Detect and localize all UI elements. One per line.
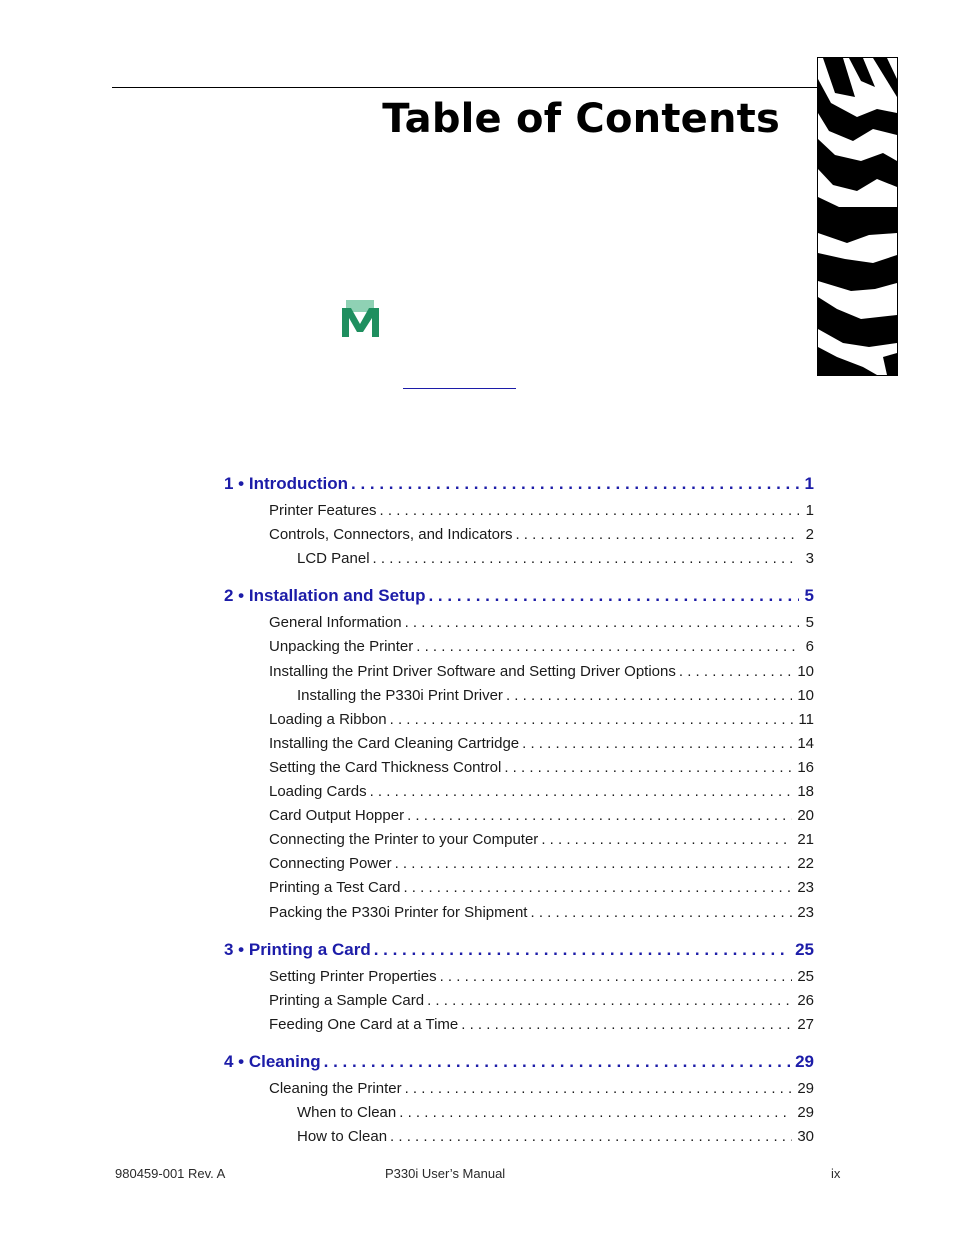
toc-entry-title: Connecting the Printer to your Computer (269, 831, 539, 849)
toc-entry-title: Loading Cards (269, 783, 367, 800)
toc-entry-page: 16 (797, 758, 814, 776)
toc-entry-title: Loading a Ribbon (269, 710, 387, 728)
toc-entry-page: 10 (797, 662, 814, 680)
toc-entry-title: Cleaning the Printer (269, 1079, 402, 1097)
toc-entry-title: Setting the Card Thickness Control (269, 758, 502, 776)
toc-section-entry[interactable] (269, 855, 814, 875)
toc-section-entry[interactable] (269, 783, 814, 803)
toc-section-entry[interactable] (269, 807, 814, 827)
toc-subsection-entry[interactable] (297, 550, 814, 570)
toc-entry-page: 29 (797, 1104, 814, 1121)
toc-entry-page: 25 (797, 967, 814, 985)
footer-manual-title: P330i User’s Manual (385, 1166, 506, 1181)
toc-chapter-entry[interactable] (224, 474, 814, 494)
toc-entry-page: 3 (805, 550, 814, 568)
toc-section-entry[interactable] (269, 1016, 814, 1036)
toc-entry-title: 4 • Cleaning (224, 1051, 321, 1071)
toc-entry-page: 29 (795, 1051, 814, 1071)
footer-page-number: ix (831, 1166, 841, 1181)
toc-leader-dots (374, 940, 790, 960)
toc-leader-dots (416, 638, 799, 655)
toc-leader-dots (351, 474, 799, 494)
toc-section-entry[interactable] (269, 904, 814, 924)
toc-leader-dots (407, 807, 792, 824)
toc-leader-dots (405, 1080, 793, 1097)
toc-entry-title: 1 • Introduction (224, 474, 348, 493)
toc-entry-page: 5 (804, 586, 814, 606)
toc-entry-page: 26 (797, 991, 814, 1009)
toc-entry-title: Installing the Print Driver Software and Setting Driver Options (269, 662, 676, 680)
toc-entry-page: 10 (797, 686, 814, 704)
toc-entry-page: 14 (797, 734, 814, 752)
toc-section-entry[interactable] (269, 879, 814, 899)
toc-leader-dots (504, 759, 792, 776)
toc-entry-title: How to Clean (297, 1128, 388, 1146)
toc-entry-page: 18 (797, 783, 814, 800)
toc-entry-page: 11 (798, 710, 814, 728)
toc-leader-dots (427, 992, 792, 1009)
toc-chapter-entry[interactable] (224, 1052, 814, 1072)
toc-section-entry[interactable] (269, 831, 814, 851)
toc-entry-title: 2 • Installation and Setup (224, 586, 426, 606)
toc-section-entry[interactable] (269, 502, 814, 522)
toc-entry-page: 23 (797, 903, 814, 921)
toc-chapter-entry[interactable] (224, 940, 814, 960)
toc-leader-dots (461, 1016, 792, 1033)
toc-leader-dots (380, 502, 799, 519)
toc-entry-page: 20 (797, 807, 814, 825)
toc-entry-title: 3 • Printing a Card (224, 939, 371, 959)
toc-entry-title: Connecting Power (269, 855, 392, 873)
toc-entry-title: Printing a Sample Card (269, 991, 425, 1009)
toc-section-entry[interactable] (269, 735, 814, 755)
toc-subsection-entry[interactable] (297, 687, 814, 707)
toc-entry-title: Feeding One Card at a Time (269, 1015, 459, 1033)
toc-section-entry[interactable] (269, 614, 814, 634)
toc-entry-title: Installing the Card Cleaning Cartridge (269, 734, 520, 752)
toc-entry-title: Packing the P330i Printer for Shipment (269, 903, 528, 921)
toc-leader-dots (390, 711, 794, 728)
toc-entry-title: Card Output Hopper (269, 807, 405, 825)
toc-leader-dots (390, 1128, 792, 1145)
toc-leader-dots (506, 687, 792, 704)
toc-chapter-entry[interactable] (224, 586, 814, 606)
page-title: Table of Contents (382, 96, 780, 142)
toc-entry-title: Setting Printer Properties (269, 967, 437, 985)
toc-entry-page: 30 (797, 1128, 814, 1146)
toc-section-entry[interactable] (269, 1080, 814, 1100)
toc-subsection-entry[interactable] (297, 1104, 814, 1124)
toc-leader-dots (522, 735, 792, 752)
toc-entry-page: 27 (797, 1015, 814, 1033)
toc-section-entry[interactable] (269, 968, 814, 988)
toc-entry-page: 29 (797, 1079, 814, 1097)
toc-leader-dots (373, 550, 799, 567)
toc-entry-title: LCD Panel (297, 550, 370, 568)
toc-entry-title: General Information (269, 614, 402, 632)
toc-section-entry[interactable] (269, 711, 814, 731)
toc-section-entry[interactable] (269, 992, 814, 1012)
toc-entry-title: Printer Features (269, 502, 377, 519)
footer-doc-number: 980459-001 Rev. A (115, 1166, 226, 1181)
toc-leader-dots (399, 1104, 792, 1121)
toc-leader-dots (428, 586, 799, 606)
toc-leader-dots (395, 855, 793, 872)
toc-entry-title: Installing the P330i Print Driver (297, 686, 503, 704)
toc-leader-dots (370, 783, 793, 800)
toc-leader-dots (403, 879, 792, 896)
toc-leader-dots (440, 968, 793, 985)
toc-leader-dots (541, 831, 792, 848)
toc-leader-dots (515, 526, 799, 543)
toc-section-entry[interactable] (269, 759, 814, 779)
toc-entry-title: When to Clean (297, 1104, 397, 1121)
toc-leader-dots (679, 663, 792, 680)
toc-entry-page: 6 (805, 638, 814, 656)
toc-section-entry[interactable] (269, 663, 814, 683)
toc-entry-page: 23 (797, 879, 814, 897)
toc-section-entry[interactable] (269, 638, 814, 658)
toc-entry-page: 2 (805, 526, 814, 544)
toc-entry-page: 1 (804, 474, 814, 493)
toc-entry-title: Controls, Connectors, and Indicators (269, 526, 513, 544)
toc-leader-dots (530, 904, 792, 921)
toc-entry-page: 22 (797, 855, 814, 873)
toc-entry-page: 25 (795, 939, 814, 959)
toc-entry-title: Unpacking the Printer (269, 638, 414, 656)
toc-entry-page: 5 (805, 614, 814, 632)
toc-subsection-entry[interactable] (297, 1128, 814, 1148)
toc-entry-page: 21 (797, 831, 814, 849)
toc-entry-page: 1 (805, 502, 814, 519)
toc-leader-dots (324, 1052, 790, 1072)
toc-section-entry[interactable] (269, 526, 814, 546)
toc-entry-title: Printing a Test Card (269, 879, 401, 897)
toc-leader-dots (405, 614, 799, 631)
